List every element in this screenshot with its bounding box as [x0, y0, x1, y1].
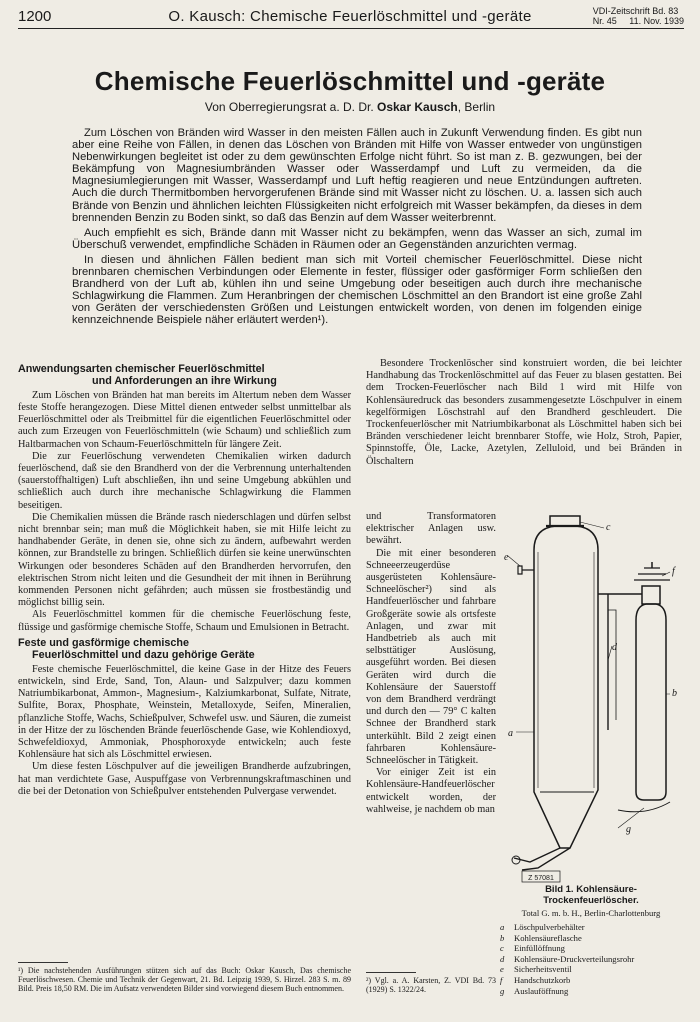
figure-caption [496, 884, 686, 906]
caption-line: Trockenfeuerlöscher. [543, 895, 639, 906]
journal-issue-date: Nr. 45 11. Nov. 1939 [592, 16, 684, 26]
heading-line: Anwendungsarten chemischer Feuerlöschmittel [18, 363, 265, 375]
running-title: O. Kausch: Chemische Feuerlöschmittel und -geräte [168, 8, 532, 25]
label-c: c [606, 522, 611, 533]
label-f: f [672, 566, 675, 577]
valve-head [642, 586, 660, 604]
label-d: d [612, 642, 617, 653]
right-column-narrow [366, 511, 496, 816]
body-paragraph: Die Chemikalien müssen die Brände rasch niederschlagen und dürfen selbst nicht brennbar sein; man muß die Möglichkeit haben, sie mit Hilfe leicht zu handhabender Geräte, in denen sie, ohne sich zu ändern, aufbewahrt werden können, zur Brandstelle zu bringen. Schließlich dürfen sie keine unerwünschten Wirkungen oder besonderes Schäden auf den Brandherden hervorrufen, den elektrischen Strom nicht leiten und die Gesundheit der mit ihnen in Berührung kommenden Personen nicht gefährden; auch müssen sie frostbeständig und möglichst billig sein. [18, 511, 351, 609]
body-paragraph: Feste chemische Feuerlöschmittel, die keine Gase in der Hitze des Feuers entwickeln, sind Erde, Sand, Ton, Alaun- und Salzpulver; dazu kommen Natriumbikarbonat, Ammon-, Magnesium-, Kalziumkarbonat, Sulfate, Nitrate, Sulfite, Borax, Phosphate, Weinstein, Metalloxyde, Seifen, Mineralien, pflanzliche Stoffe, Wachs, Schießpulver, Schwefel usw. und Säuren, die zumeist in der Hitze der zu löschenden Brände feuerlöschende Gase, wie Kohlendioxyd, Schwefeldioxyd, Ammoniak, Phosphoroxyde entwickeln; auch feste Kohlensäure hat sich als Löschmittel erwiesen. [18, 663, 351, 761]
extinguisher-figure [494, 510, 686, 886]
legend-item: d Kohlensäure-Druckverteilungsrohr [500, 953, 635, 964]
body-paragraph: Die zur Feuerlöschung verwendeten Chemikalien wirken dadurch feuerlöschend, daß sie den Brandherd von der die Verbrennung unterhaltenden (sauerstoffhaltigen) Luft abschließen, ihn und seine Umgebung abkühlen und schließlich auch durch ihre mechanische Schlagwirkung die Flammen beseitigen. [18, 450, 351, 511]
caption-line: Bild 1. Kohlensäure- [545, 884, 637, 895]
heading-line: Feste und gasförmige chemische [18, 636, 189, 649]
body-paragraph: Um diese festen Löschpulver auf die jeweiligen Brandherde aufzubringen, hat man verdichtete Gase, Auspuffgase von Verbrennungskraftmaschinen und die bei der Detonation von Schießpulver entstehenden Pulvergase verwendet. [18, 761, 351, 797]
section-heading [18, 363, 351, 388]
author-name: Oskar Kausch [377, 100, 458, 114]
body-paragraph: und Transformatoren elektrischer Anlagen usw. bewährt. [366, 511, 496, 547]
label-a: a [508, 728, 513, 739]
body-paragraph: Zum Löschen von Bränden hat man bereits im Altertum neben dem Wasser feste Stoffe herangezogen. Diese Mittel dienen entweder selbst unmittelbar als Feuerlöschmittel oder als Treibmittel für die eigentlichen Feuerlöschmittel oder auch zum Erzeugen von Feuerlöschmitteln (wie Schaum) und schließlich zum Haltbarmachen von Schaum-Feuerlöschmitteln für längere Zeit. [18, 389, 351, 450]
legend-item: a Löschpulverbehälter [500, 922, 585, 932]
figure-legend [500, 922, 686, 996]
abstract [72, 127, 642, 330]
legend-item: g Auslauföffnung [500, 985, 569, 996]
heading-line: und Anforderungen an ihre Wirkung [92, 375, 277, 388]
journal-info [593, 6, 684, 26]
footnote-1: ¹) Die nachstehenden Ausführungen stützen sich auf das Buch: Oskar Kausch, Das chemische Feuerlöschwesen. Chemie und Technik der Gegenwart, 21. Bd. Leipzig 1939, S. Hirzel. 283 S. m. 89 Bild. Preis 18,50 RM. Die im Aufsatz verwendeten Bilder sind vorwiegend diesem Buch entnommen. [18, 966, 351, 994]
label-e: e [504, 552, 509, 563]
heading-line: Feuerlöschmittel und dazu gehörige Geräte [32, 649, 255, 662]
body-paragraph: Als Feuerlöschmittel kommen für die chemische Feuerlöschung feste, flüssige und gasförmige chemische Stoffe, Schaum und Emulsionen in Betracht. [18, 609, 351, 633]
footnote-rule [18, 962, 68, 963]
right-column-top [366, 358, 682, 468]
footnote-2: ²) Vgl. a. A. Karsten, Z. VDI Bd. 73 (1929) S. 1322/24. [366, 976, 496, 995]
label-g: g [626, 824, 631, 835]
left-column [18, 360, 351, 798]
outlet-nozzle [514, 848, 570, 870]
legend-item: e Sicherheitsventil [500, 964, 572, 975]
abstract-paragraph: Zum Löschen von Bränden wird Wasser in den meisten Fällen auch in Zukunft Verwendung finden. Es gibt nun aber eine Reihe von Fällen, in denen das Löschen von Bränden mit Hilfe von Wasser entweder von ungünstigen Nebenwirkungen begleitet ist oder zu dem gewünschten Erfolge nicht führt. So ist man z. B. gezwungen, bei der Bekämpfung von Magnesiumbränden Wasser oder Wasserdampf und Luft zu vermeiden, da die Magnesiumlegierungen mit Wasser, Wasserdampf und Luft heftig reagieren und neue Entzündungen auftreten. Auch die durch Thermitbomben hervorgerufenen Brände sind mit Wasser nicht zu löschen. U. a. lassen sich auch Brände von Benzin und ähnlichen leichten Flüssigkeiten nicht erfolgreich mit Wasser bekämpfen, da dieses in dem brennenden Benzin zu Boden sinkt, so daß das Benzin auf dem Wasser weiterbrennt. [72, 127, 642, 224]
legend-item: f Handschutzkorb [500, 974, 571, 985]
section-heading [18, 637, 351, 662]
label-b: b [672, 688, 677, 699]
legend-item: c Einfüllöffnung [500, 943, 565, 954]
powder-container-outline [534, 526, 598, 848]
co2-bottle [636, 604, 666, 800]
article-title: Chemische Feuerlöschmittel und -geräte [94, 66, 606, 96]
figure-stamp: Z 57081 [528, 875, 554, 882]
figure-credit: Total G. m. b. H., Berlin-Charlottenburg [521, 908, 661, 918]
hand-guard [618, 802, 670, 812]
body-paragraph: Die mit einer besonderen Schneeerzeugerdüse ausgerüsteten Kohlensäure-Schneelöscher²) sind als Handfeuerlöscher und fahrbare Großgeräte sowie als ortsfeste Anlagen, und zwar mit Handbetrieb als auch mit selbsttätiger Auslösung, ausgeführt worden. Bei diesen Geräten wird durch die Kohlensäure der Sauerstoff von dem Brandherd verdrängt und durch den — 79° C kalten Schnee der Brandherd stark unterkühlt. Bild 2 zeigt einen fahrbaren Kohlensäure-Schneelöscher in Tätigkeit. [366, 547, 496, 767]
header-rule [18, 28, 684, 29]
abstract-paragraph: Auch empfiehlt es sich, Brände dann mit Wasser nicht zu bekämpfen, wenn das Wasser an sich, zumal im Überschuß verwendet, empfindliche Schäden in Räumen oder an Gegenständen anzurichten vermag. [72, 226, 642, 251]
abstract-paragraph: In diesen und ähnlichen Fällen bedient man sich mit Vorteil chemischer Feuerlöschmittel. Diese nicht brennbaren chemischen Verbindungen oder Elemente in fester, flüssiger oder gasförmiger Form schließen den Brandherd von der Luft ab, kühlen ihn und seine Umgebung oder beseitigen auch durch ihre mechanische Schlagwirkung die Flammen. Zum Heranbringen der chemischen Löschmittel an den Brandort ist eine große Zahl von Geräten der verschiedensten Größen und Leistungen entwickelt worden, von denen im folgenden einige kennzeichnende Beispiele näher erläutert werden¹). [72, 253, 642, 327]
fill-cap [550, 516, 580, 526]
byline-place: , Berlin [457, 100, 496, 114]
body-paragraph: Vor einiger Zeit ist ein Kohlensäure-Handfeuerlöscher entwickelt worden, der wahlweise, je nachdem ob man [366, 767, 496, 815]
body-paragraph: Besondere Trockenlöscher sind konstruiert worden, die bei leichter Handhabung das Trockenlöschmittel auf das Feuer zu blasen gestatten. Bei dem Trocken-Feuerlöscher nach Bild 1 wird mit Hilfe von Kohlensäuredruck das besonders zusammengesetzte Löschpulver in einem kegelförmigen Löschstrahl auf den Brandherd geschleudert. Die Trockenfeuerlöscher mit Natriumbikarbonat als Löschmittel haben sich bei Bränden verschiedener leicht brennbarer Stoffe, wie Holz, Stroh, Papier, Spinnstoffe, Öle, Lacke, Azetylen, Zelluloid, und bei Bränden in Ölschaltern [366, 358, 682, 467]
journal-volume: VDI-Zeitschrift Bd. 83 [592, 6, 679, 16]
page-number: 1200 [18, 8, 52, 25]
footnote-rule [366, 972, 416, 973]
byline-prefix: Von Oberregierungsrat a. D. Dr. [204, 100, 374, 114]
safety-valve [518, 566, 534, 574]
legend-item: b Kohlensäureflasche [500, 932, 582, 943]
byline [0, 100, 700, 114]
